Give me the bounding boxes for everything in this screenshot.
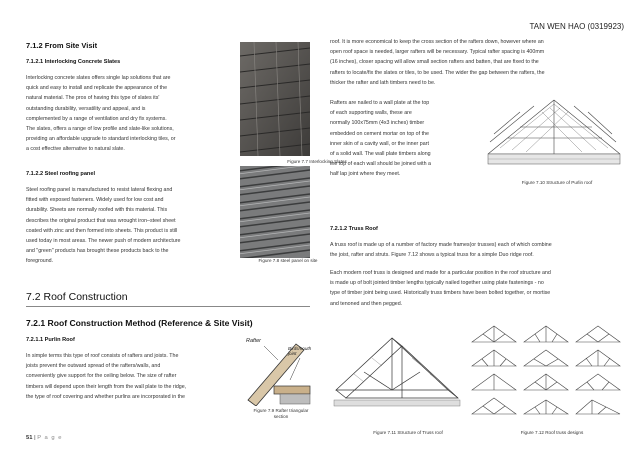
steel-roofing-paragraph <box>26 185 232 267</box>
figure-7-10-caption: Figure 7.10 Structure of Purlin roof <box>521 180 593 185</box>
para-line: complemented by a range of ventilation and dry fix systems. <box>26 115 167 122</box>
page-number: 51 <box>26 435 33 441</box>
para-line: rafters to locate/fix the slates or tiles, to be used. The wider the gap between the rafters, the <box>330 69 545 76</box>
para-line: coated with zinc and then formed into sheets. This product is still <box>26 227 178 234</box>
para-line: Rafters are nailed to a wall plate at the top <box>330 100 430 106</box>
para-line: fitted with exposed fasteners. Widely used for low cost and <box>26 197 164 204</box>
figure-7-9-caption <box>246 408 316 420</box>
purlin-continued-paragraph <box>330 37 618 88</box>
para-line: half lap joint where they meet. <box>330 171 401 178</box>
para-line: Each modern roof truss is designed and made for a particular position in the roof structure and <box>330 270 551 276</box>
para-line: embedded on cement mortar on top of the <box>330 130 429 137</box>
rafters-paragraph <box>330 98 476 180</box>
para-line: used today in most areas. The newer push of modern architecture <box>26 238 181 245</box>
para-line: normally 100x75mm (4x3 inches) timber <box>330 120 425 127</box>
steel-panel-photo <box>240 166 310 258</box>
para-line: outstanding durability, versatility and appeal, and is <box>26 105 146 112</box>
para-line: timbers will depend upon their length from the wall plate to the ridge, <box>26 383 187 390</box>
figure-7-9-caption-line: Figure 7.9 Rafter triangular <box>253 408 309 413</box>
para-line: In simple terms this type of roof consists of rafters and joists. The <box>26 353 179 359</box>
purlin-roof-paragraph <box>26 351 238 402</box>
section-7-1-2-2-title: 7.1.2.2 Steel roofing panel <box>26 171 96 177</box>
rafter-diagram <box>244 336 314 406</box>
rafter-label: Rafter <box>246 338 261 344</box>
para-line: is made up of bolt jointed timber lengths typically nailed together using plate fastenings - no <box>330 280 544 287</box>
truss-roof-paragraph-1 <box>330 240 618 260</box>
section-7-1-2-title: 7.1.2 From Site Visit <box>26 41 98 50</box>
para-line: of each supporting walls, these are <box>330 110 412 117</box>
truss-roof-paragraph-2 <box>330 268 618 309</box>
para-line: and tenoned and then pegged. <box>330 300 403 307</box>
para-line: the type of roof covering and whether purlins are incorporated in the <box>26 393 186 400</box>
figure-7-8-caption: Figure 7.8 steel panel on site <box>258 258 318 263</box>
para-line: open roof space is needed, larger rafters will be necessary. Typical rafter spacing is 400mm <box>330 49 545 56</box>
section-7-1-2-1-title: 7.1.2.1 Interlocking Concrete Slates <box>26 59 121 65</box>
page-footer <box>26 435 62 441</box>
para-line: durability. Sheets are normally roofed with this material. This <box>26 207 168 214</box>
para-line: of a solid wall. The wall plate timbers along <box>330 151 431 158</box>
para-line: Steel roofing panel is manufactured to resist lateral flexing and <box>26 187 173 193</box>
para-line: quick and easy to install and replicate the appearance of the <box>26 85 168 92</box>
figure-7-7-caption: Figure 7.7 Interlocking Slates <box>287 159 347 164</box>
para-line: inner skin of a cavity wall, or the inner part <box>330 140 429 147</box>
figure-7-11-caption: Figure 7.11 Structure of Truss roof <box>373 430 443 435</box>
figure-7-12-caption: Figure 7.12 Roof truss designs <box>520 430 584 435</box>
page-separator: | <box>32 435 38 441</box>
birdsmouth-label: Birdsmouth joint <box>288 346 312 357</box>
para-line: the top of each wall should be joined with a <box>330 161 432 168</box>
purlin-roof-diagram <box>480 90 624 182</box>
para-line: type of timber joint being used. Historically truss timbers have been bolted together, or mortise <box>330 290 551 297</box>
para-line: The slates, offers a range of low profile and slate-like solutions, <box>26 126 174 133</box>
section-7-2-1-title: 7.2.1 Roof Construction Method (Reference & Site Visit) <box>26 318 253 328</box>
para-line: natural material. The pros of having this type of slates its' <box>26 95 160 102</box>
section-7-2-1-1-title: 7.2.1.1 Purlin Roof <box>26 337 75 343</box>
truss-roof-diagram <box>330 320 464 412</box>
truss-designs-diagram <box>468 320 624 428</box>
para-line: A truss roof is made up of a number of factory made frames(or trusses) each of which combine <box>330 242 552 248</box>
para-line: joists prevent the outward spread of the rafters/walls, and <box>26 363 161 370</box>
para-line: conveniently give support for the ceiling below. The size of rafter <box>26 373 177 380</box>
interlocking-slates-paragraph <box>26 73 232 155</box>
author-header: TAN WEN HAO (0319923) <box>529 22 624 31</box>
para-line: roof. It is more economical to keep the cross section of the rafters down, however where an <box>330 39 544 45</box>
para-line: the joist, rafter and struts. Figure 7.12 shows a typical truss for a simple Duo ridge roof. <box>330 252 534 259</box>
para-line: (16 inches), closer spacing will allow small section rafters and batten, that are fixed to the <box>330 59 539 66</box>
para-line: describes the original product that was wrought iron–steel sheet <box>26 217 176 224</box>
section-7-2-1-2-title: 7.2.1.2 Truss Roof <box>330 226 378 232</box>
para-line: providing an affordable upgrade to standard interlocking tiles, or <box>26 136 176 143</box>
para-line: foreground. <box>26 258 54 265</box>
interlocking-slates-photo <box>240 42 310 156</box>
figure-7-9-caption-line: section <box>273 414 289 419</box>
para-line: and "green" products has brought these products back to the <box>26 248 169 255</box>
section-7-2-title: 7.2 Roof Construction <box>26 291 310 307</box>
para-line: Interlocking concrete slates offers single lap solutions that are <box>26 75 171 81</box>
para-line: a cost effective alternative to natural slate. <box>26 146 125 153</box>
para-line: thicker the rafter and lath timbers need to be. <box>330 79 436 86</box>
page-word: P a g e <box>37 435 63 441</box>
